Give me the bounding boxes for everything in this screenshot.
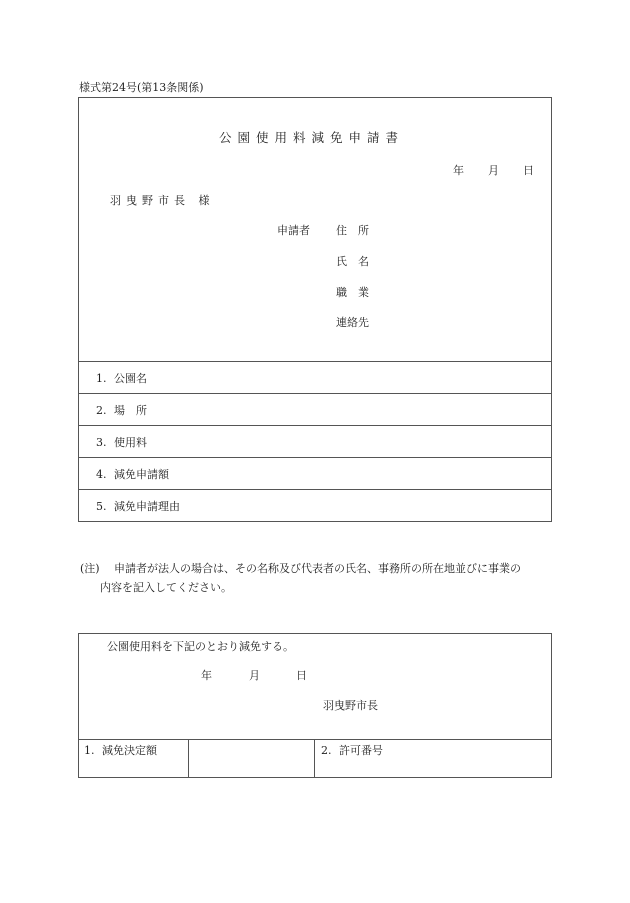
decision-cell-divider <box>314 739 315 778</box>
item-reduction-reason-label: 減免申請理由 <box>114 500 180 513</box>
date-day-label: 日 <box>523 164 534 177</box>
note-label: (注) <box>80 562 100 575</box>
decided-amount-number: 1. <box>84 744 95 757</box>
item-park-name-label: 公園名 <box>114 372 147 385</box>
note-text-line2: 内容を記入してください。 <box>100 581 232 594</box>
row-divider <box>78 425 552 426</box>
applicant-label: 申請者 <box>277 224 310 237</box>
item-number: 3. <box>96 436 107 449</box>
row-divider <box>78 489 552 490</box>
date-month-label: 月 <box>488 164 499 177</box>
form-title: 公園使用料減免申請書 <box>219 130 405 145</box>
permit-number-number: 2. <box>321 744 332 757</box>
item-number: 2. <box>96 404 107 417</box>
addressee: 羽曳野市長 様 <box>110 194 215 207</box>
application-form-box <box>78 97 552 522</box>
decision-date-year-label: 年 <box>201 669 212 682</box>
permit-number-label: 許可番号 <box>339 744 383 757</box>
decided-amount-label: 減免決定額 <box>102 744 157 757</box>
applicant-contact-label: 連絡先 <box>336 316 369 329</box>
item-number: 5. <box>96 500 107 513</box>
item-reduction-amount-label: 減免申請額 <box>114 468 169 481</box>
row-divider <box>78 457 552 458</box>
decision-date-month-label: 月 <box>249 669 260 682</box>
item-number: 4. <box>96 468 107 481</box>
note-text-line1: 申請者が法人の場合は、その名称及び代表者の氏名、事務所の所在地並びに事業の <box>114 562 521 575</box>
item-location-label: 場 所 <box>114 404 147 417</box>
decision-statement: 公園使用料を下記のとおり減免する。 <box>107 640 294 653</box>
decision-row-divider <box>78 739 552 740</box>
applicant-occupation-label: 職 業 <box>336 286 369 299</box>
decision-cell-divider <box>188 739 189 778</box>
applicant-name-label: 氏 名 <box>336 255 369 268</box>
applicant-address-label: 住 所 <box>336 224 369 237</box>
decision-signer: 羽曳野市長 <box>323 699 378 712</box>
item-number: 1. <box>96 372 107 385</box>
row-divider <box>78 393 552 394</box>
date-year-label: 年 <box>453 164 464 177</box>
item-usage-fee-label: 使用料 <box>114 436 147 449</box>
row-divider <box>78 361 552 362</box>
form-number-label: 様式第24号(第13条関係) <box>79 81 204 94</box>
decision-date-day-label: 日 <box>296 669 307 682</box>
